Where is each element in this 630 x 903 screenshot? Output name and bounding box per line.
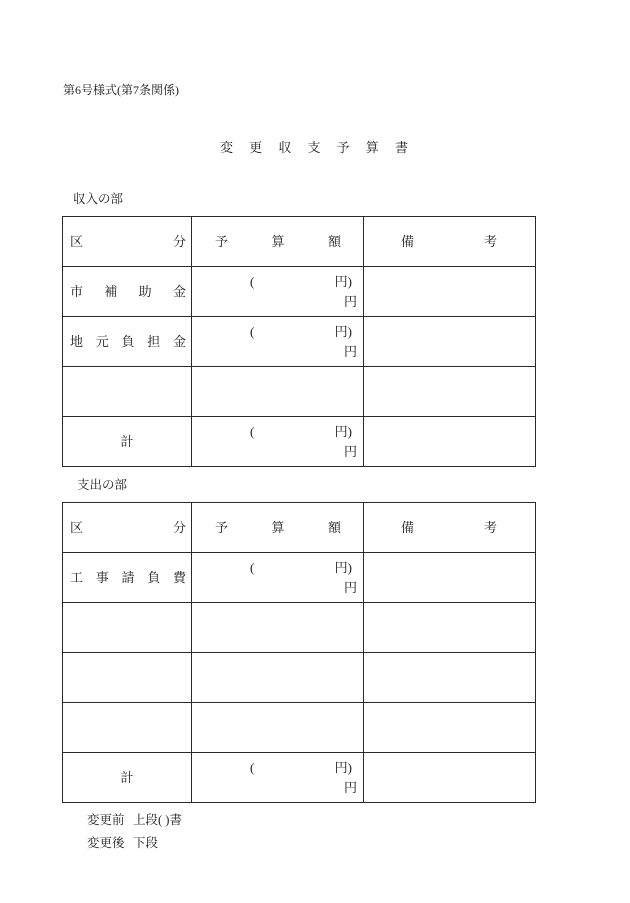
- label-char: 備: [401, 233, 415, 249]
- category-cell: [63, 267, 192, 317]
- label-char: 区: [70, 519, 84, 535]
- category-cell: [63, 553, 192, 603]
- amount-cell: [192, 267, 364, 317]
- budget-header-cell: [192, 217, 364, 267]
- remarks-header-cell: [364, 503, 536, 553]
- category-label: [70, 334, 186, 350]
- label-char: 支: [307, 140, 321, 155]
- label-char: 算: [365, 140, 379, 155]
- total-row: [63, 417, 536, 467]
- income-section-heading: 収入の部: [73, 192, 124, 206]
- label-char: 負: [121, 333, 135, 349]
- label-char: 算: [271, 519, 285, 535]
- note-before-text: 上段( )書: [133, 813, 182, 827]
- total-label: 計: [120, 433, 134, 449]
- total-remarks-cell: [364, 417, 536, 467]
- label-char: 算: [271, 233, 285, 249]
- category-cell: [63, 317, 192, 367]
- note-before-label: 変更前: [87, 813, 125, 827]
- expenditure-section-heading: 支出の部: [77, 478, 128, 492]
- label-char: 区: [70, 233, 84, 249]
- empty-category-cell: [63, 703, 192, 753]
- total-amount-cell: [192, 417, 364, 467]
- label-char: 予: [215, 233, 229, 249]
- empty-remarks-cell: [364, 367, 536, 417]
- label-char: 変: [220, 140, 234, 155]
- income-table: [62, 216, 536, 467]
- label-char: 補: [104, 283, 118, 299]
- previous-amount-open: (: [250, 424, 255, 439]
- label-char: 地: [70, 333, 84, 349]
- budget-header: [215, 234, 341, 250]
- total-label-cell: [63, 753, 192, 803]
- previous-amount-close: 円): [334, 560, 352, 575]
- remarks-header-cell: [364, 217, 536, 267]
- current-amount-unit: 円: [343, 444, 357, 459]
- category-header-cell: [63, 503, 192, 553]
- remarks-cell: [364, 553, 536, 603]
- remarks-cell: [364, 317, 536, 367]
- note-after-label: 変更後: [87, 836, 125, 850]
- label-char: 予: [336, 140, 350, 155]
- previous-amount-close: 円): [334, 760, 352, 775]
- label-char: 市: [70, 283, 84, 299]
- label-char: 金: [172, 333, 186, 349]
- empty-row: [63, 703, 536, 753]
- category-header-cell: [63, 217, 192, 267]
- empty-category-cell: [63, 603, 192, 653]
- empty-remarks-cell: [364, 603, 536, 653]
- empty-remarks-cell: [364, 703, 536, 753]
- label-char: 請: [121, 569, 135, 585]
- label-char: 考: [483, 519, 497, 535]
- expenditure-header-row: [63, 503, 536, 553]
- total-remarks-cell: [364, 753, 536, 803]
- total-label: 計: [120, 769, 134, 785]
- previous-amount-open: (: [250, 274, 255, 289]
- empty-amount-cell: [192, 603, 364, 653]
- amount-cell: [192, 553, 364, 603]
- previous-amount-open: (: [250, 560, 255, 575]
- category-label: [70, 570, 186, 586]
- budget-header-cell: [192, 503, 364, 553]
- table-row: [63, 317, 536, 367]
- total-label-cell: [63, 417, 192, 467]
- label-char: 考: [483, 233, 497, 249]
- current-amount-unit: 円: [343, 780, 357, 795]
- label-char: 額: [327, 519, 341, 535]
- current-amount-unit: 円: [343, 344, 357, 359]
- label-char: 費: [172, 569, 186, 585]
- empty-amount-cell: [192, 367, 364, 417]
- label-char: 元: [95, 333, 109, 349]
- table-row: [63, 553, 536, 603]
- category-label: [70, 284, 186, 300]
- table-row: [63, 267, 536, 317]
- label-char: 備: [401, 519, 415, 535]
- empty-row: [63, 603, 536, 653]
- previous-amount-close: 円): [334, 424, 352, 439]
- previous-amount-close: 円): [334, 324, 352, 339]
- label-char: 助: [138, 283, 152, 299]
- label-char: 予: [215, 519, 229, 535]
- empty-category-cell: [63, 653, 192, 703]
- previous-amount-open: (: [250, 760, 255, 775]
- label-char: 担: [147, 333, 161, 349]
- document-title: [220, 140, 408, 156]
- label-char: 収: [278, 140, 292, 155]
- empty-category-cell: [63, 367, 192, 417]
- remarks-header: [401, 234, 497, 250]
- empty-remarks-cell: [364, 653, 536, 703]
- label-char: 工: [70, 569, 84, 585]
- total-row: [63, 753, 536, 803]
- form-number: 第6号様式(第7条関係): [63, 83, 179, 97]
- label-char: 負: [147, 569, 161, 585]
- previous-amount-open: (: [250, 324, 255, 339]
- label-char: 事: [95, 569, 109, 585]
- note-after-text: 下段: [133, 836, 159, 850]
- empty-amount-cell: [192, 653, 364, 703]
- category-header: [70, 234, 186, 250]
- label-char: 更: [249, 140, 263, 155]
- budget-header: [215, 520, 341, 536]
- category-header: [70, 520, 186, 536]
- total-amount-cell: [192, 753, 364, 803]
- label-char: 分: [172, 519, 186, 535]
- income-header-row: [63, 217, 536, 267]
- label-char: 金: [172, 283, 186, 299]
- label-char: 額: [327, 233, 341, 249]
- label-char: 書: [394, 140, 408, 155]
- remarks-header: [401, 520, 497, 536]
- amount-cell: [192, 317, 364, 367]
- current-amount-unit: 円: [343, 580, 357, 595]
- remarks-cell: [364, 267, 536, 317]
- empty-row: [63, 367, 536, 417]
- previous-amount-close: 円): [334, 274, 352, 289]
- label-char: 分: [172, 233, 186, 249]
- empty-row: [63, 653, 536, 703]
- current-amount-unit: 円: [343, 294, 357, 309]
- expenditure-table: [62, 502, 536, 803]
- empty-amount-cell: [192, 703, 364, 753]
